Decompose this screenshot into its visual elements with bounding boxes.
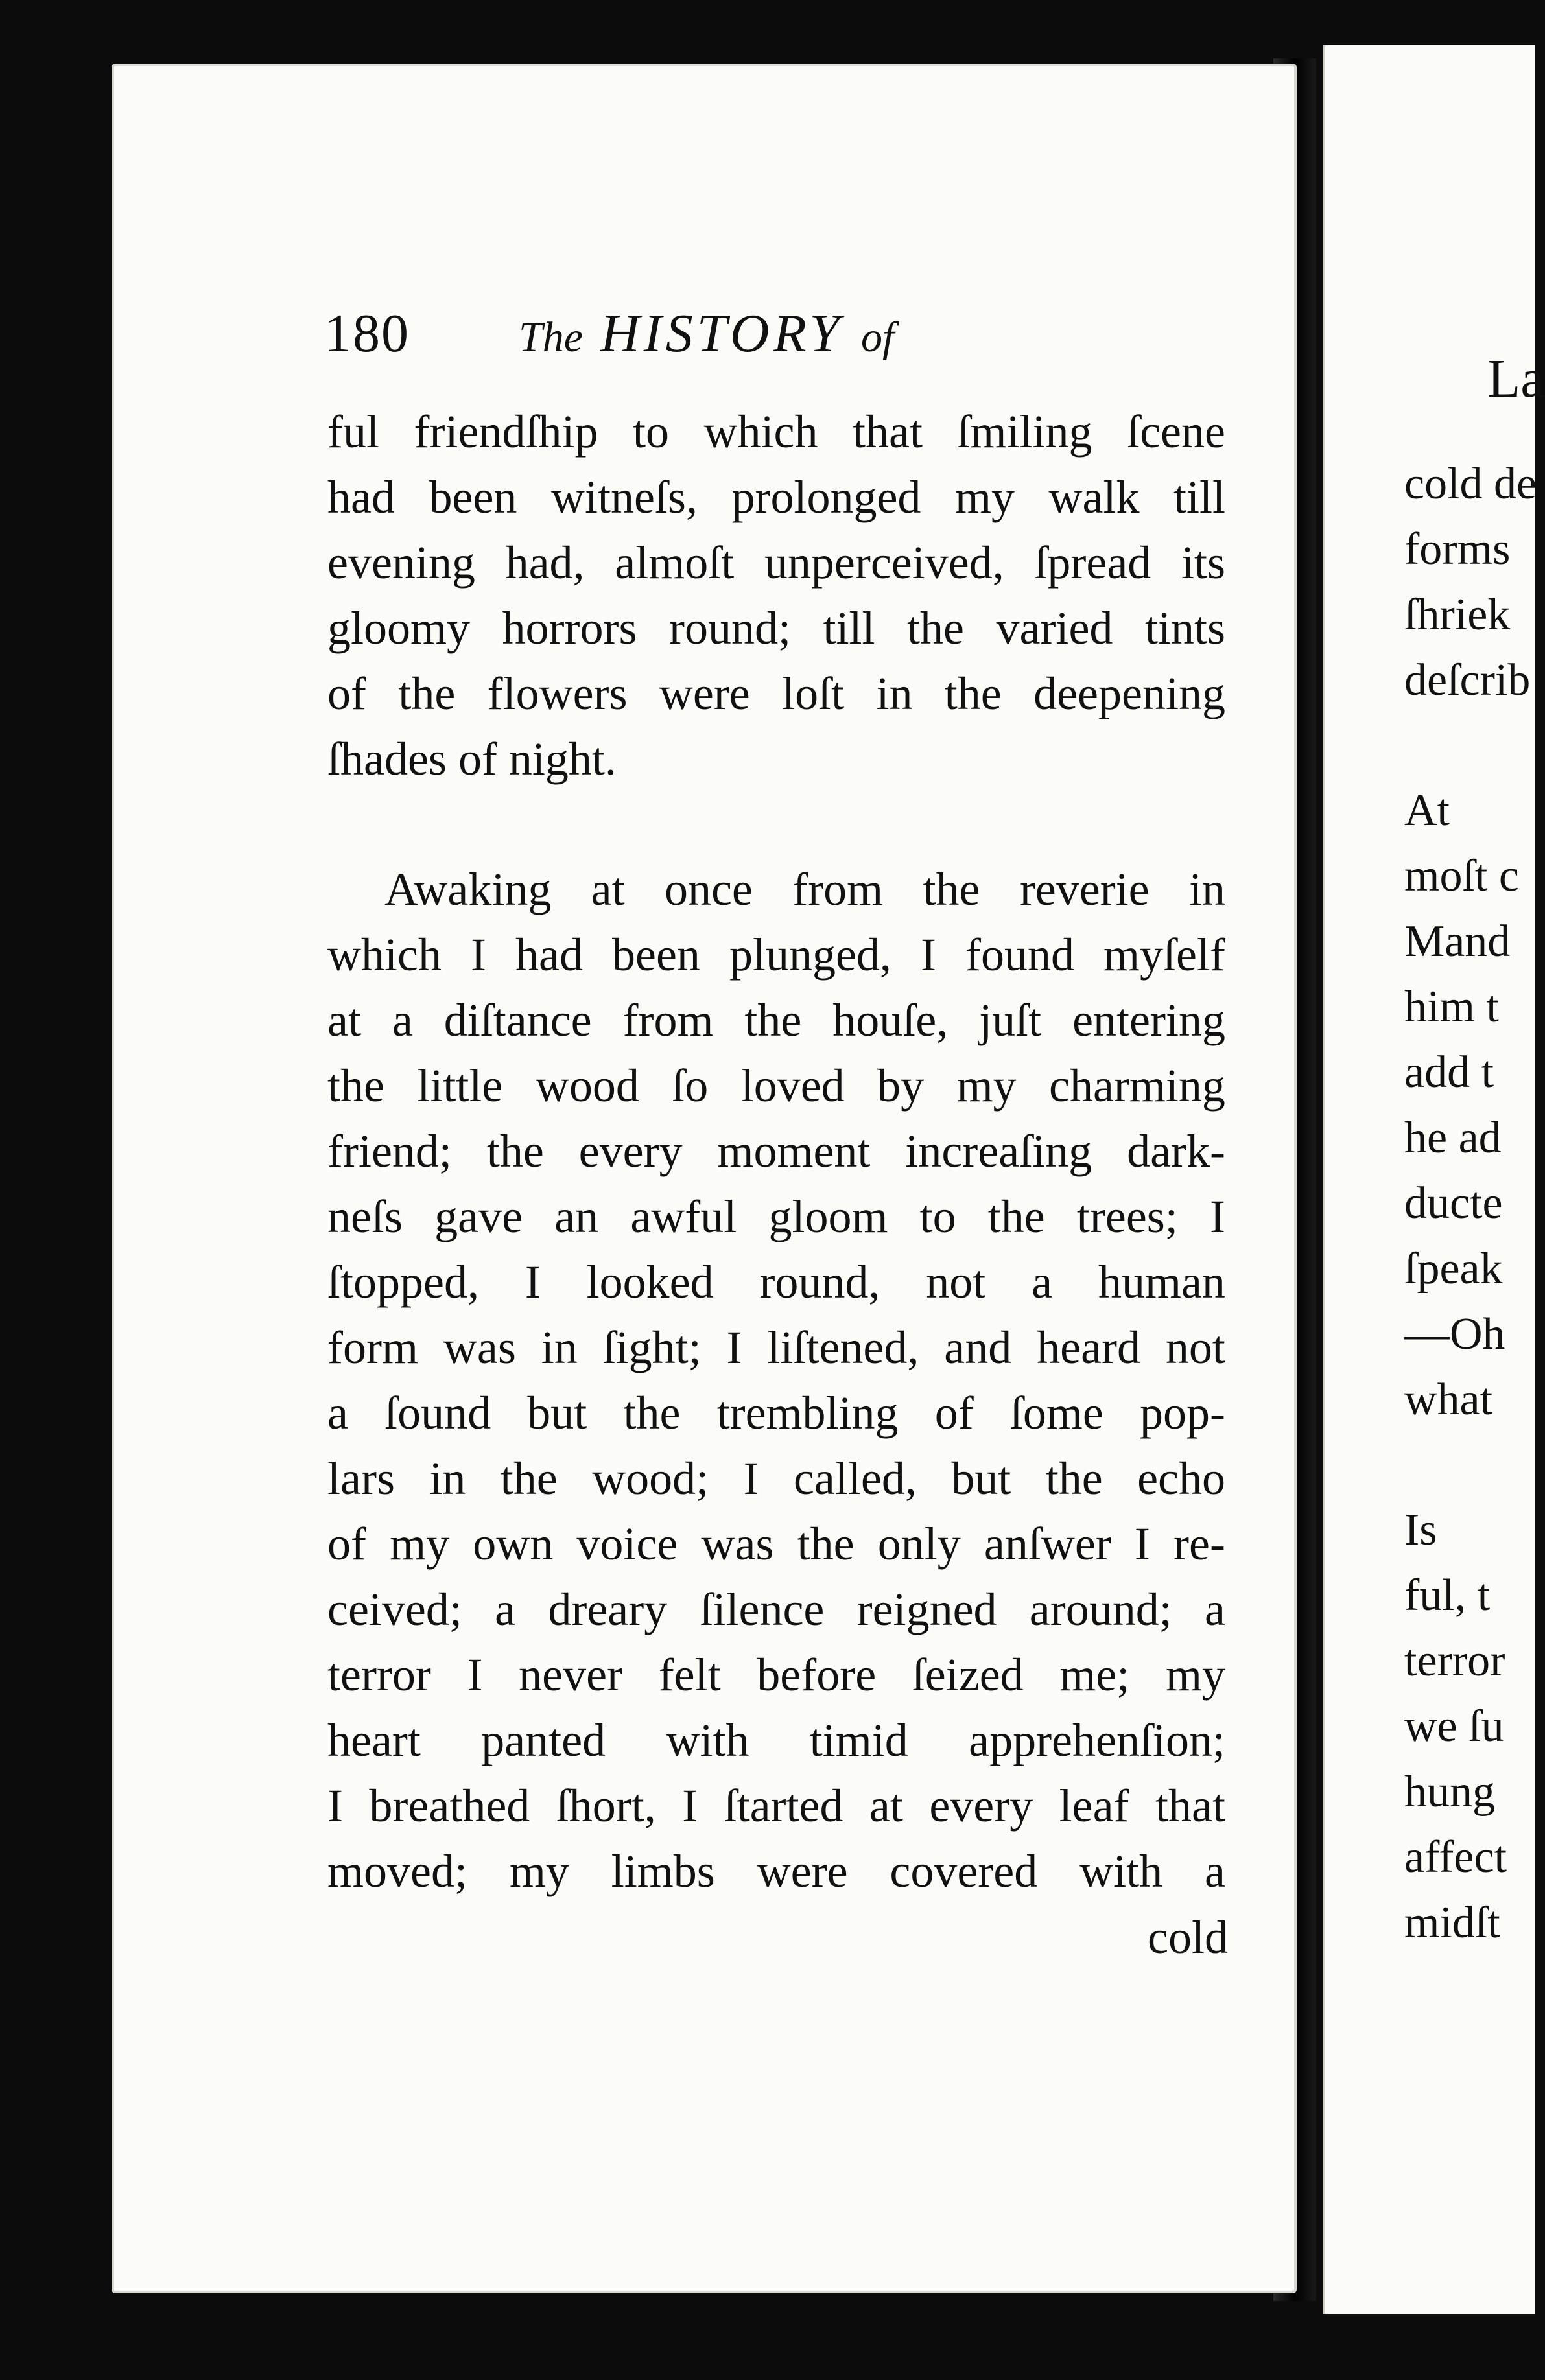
right-text-line: At [1404, 786, 1450, 835]
right-page-text [1404, 451, 1537, 1955]
catchword: cold [1148, 1911, 1228, 1963]
right-text-line: he ad [1404, 1113, 1502, 1163]
text-line: ceived; a dreary ſilence reigned around; a [327, 1583, 1225, 1635]
right-text-line: what [1404, 1375, 1493, 1425]
text-line: ful friendſhip to which that ſmiling ſcene [327, 406, 1225, 458]
running-title-main: HISTORY [600, 303, 844, 364]
page-number: 180 [324, 303, 410, 364]
right-text-line: ducte [1404, 1178, 1503, 1228]
running-title [519, 302, 894, 365]
right-text-line: deſcrib [1404, 655, 1531, 705]
text-line: the little wood ſo loved by my charming [327, 1060, 1225, 1112]
text-line: ſhades of night. [327, 733, 617, 785]
text-line: gloomy horrors round; till the varied tints [327, 602, 1225, 654]
text-line: terror I never felt before ſeized me; my [327, 1649, 1225, 1701]
text-line: evening had, almoſt unperceived, ſpread its [327, 537, 1225, 589]
running-title-of: of [861, 314, 895, 361]
text-line: of my own voice was the only anſwer I re- [327, 1518, 1225, 1570]
text-line: had been witneſs, prolonged my walk till [327, 471, 1225, 523]
right-paragraph-gap [1404, 713, 1537, 778]
body-text [327, 399, 1225, 1904]
right-text-line: ful, t [1404, 1570, 1491, 1620]
text-line: form was in ſight; I liſtened, and heard not [327, 1322, 1225, 1373]
right-text-line: moſt c [1404, 851, 1519, 901]
text-line: friend; the every moment increaſing dark- [327, 1125, 1225, 1177]
right-text-line: hung [1404, 1767, 1495, 1817]
right-running-head: La [1487, 349, 1545, 409]
text-line: which I had been plunged, I found myſelf [327, 929, 1225, 981]
right-text-line: affect [1404, 1832, 1507, 1882]
text-line: ſtopped, I looked round, not a human [327, 1256, 1225, 1308]
right-text-line: ſhriek [1404, 590, 1511, 640]
text-line: a ſound but the trembling of ſome pop- [327, 1387, 1225, 1439]
right-text-line: forms [1404, 524, 1511, 574]
right-page [1323, 45, 1545, 2314]
right-text-line: Mand [1404, 916, 1511, 966]
right-text-line: —Oh [1404, 1309, 1505, 1359]
paragraph-gap [327, 792, 1225, 857]
text-line: Awaking at once from the reverie in [384, 863, 1225, 915]
right-text-line: add t [1404, 1047, 1494, 1097]
right-text-line: cold de [1404, 459, 1537, 509]
right-text-line: Is [1404, 1505, 1437, 1555]
text-line: of the flowers were loſt in the deepening [327, 668, 1225, 719]
text-line: moved; my limbs were covered with a [327, 1845, 1225, 1897]
right-text-line: terror [1404, 1636, 1505, 1686]
right-text-line: ſpeak [1404, 1244, 1503, 1294]
running-title-the: The [519, 314, 583, 361]
text-line: at a diſtance from the houſe, juſt entering [327, 994, 1225, 1046]
right-text-line: we ſu [1404, 1701, 1504, 1751]
text-line: neſs gave an awful gloom to the trees; I [327, 1191, 1225, 1242]
right-paragraph-gap [1404, 1432, 1537, 1497]
right-text-line: midſt [1404, 1898, 1500, 1948]
text-line: lars in the wood; I called, but the echo [327, 1452, 1225, 1504]
text-line: heart panted with timid apprehenſion; [327, 1714, 1225, 1766]
right-text-line: him t [1404, 982, 1499, 1032]
text-line: I breathed ſhort, I ſtarted at every leaf that [327, 1780, 1225, 1832]
